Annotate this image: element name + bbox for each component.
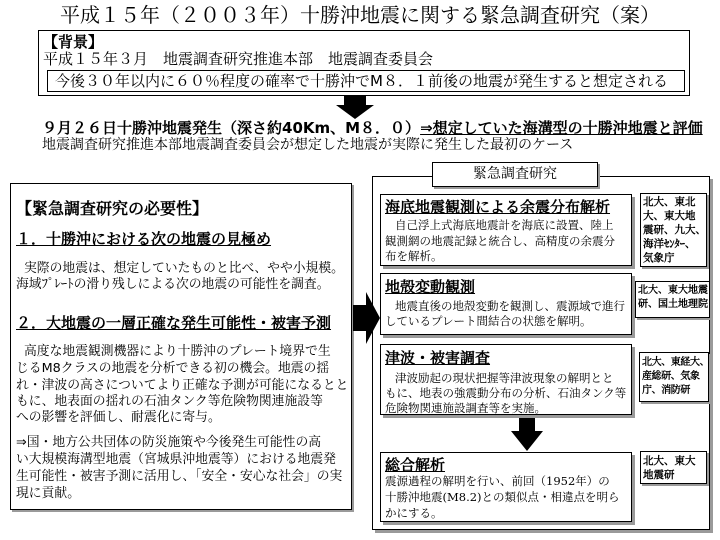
institution-line: 北大、東経大、 [642,357,710,368]
institution-line: 研、国土地理院 [638,299,708,310]
necessity-item-1-line: 実際の地震は、想定していたものと比べ、やや小規模。 [24,261,344,276]
necessity-item-2-line: れ・津波の高さについてより正確な予測が可能になるとと [16,378,349,393]
project-line: かにする。 [385,506,443,520]
institution-line: 産総研、気象 [642,371,700,382]
necessity-conclusion-line: 現に貢献。 [16,486,80,501]
event-occurrence: ９月２６日十勝沖地震発生（深さ約40Km、M８．０） [42,119,421,137]
project-line: 津波励起の現状把握等津波現象の解明とと [395,371,614,385]
project-institutions [640,451,707,484]
project-line: しているプレート間結合の状態を解明。 [385,314,592,328]
institution-line: 庁、消防研 [642,385,690,396]
necessity-item-1-title: １．十勝沖における次の地震の見極め [16,230,272,248]
project-title: 総合解析 [385,456,446,474]
project-line: 地震直後の地殻変動を観測し、震源域で進行 [395,299,625,313]
institution-line: 気象庁 [643,252,675,264]
forecast-box [47,70,685,92]
event-evaluation: ⇒想定していた海溝型の十勝沖地震と評価 [420,119,703,137]
project-institutions [635,281,710,318]
project-title: 津波・被害調査 [385,349,491,367]
project-title: 海底地震観測による余震分布解析 [385,198,611,216]
project-line: 危険物関連施設調査等を実施。 [385,401,546,415]
project-line: 布を解析。 [385,249,443,263]
necessity-item-1-line: 海域ﾌﾟﾚｰﾄの滑り残しによる次の地震の可能性を調査。 [16,277,330,292]
background-box [38,30,690,96]
page-title: 平成１５年（２００３年）十勝沖地震に関する緊急調査研究（案） [60,3,660,27]
background-heading: 【背景】 [43,33,104,51]
down-arrow-icon [330,96,380,120]
necessity-item-2-title: ２．大地震の一層正確な発生可能性・被害予測 [16,314,332,332]
forecast-text: 今後３０年以内に６０％程度の確率で十勝沖でM８．１前後の地震が発生すると想定される [55,72,668,90]
research-label: 緊急調査研究 [432,162,598,187]
necessity-box [10,183,352,510]
project-institutions [639,352,709,402]
project-ocean-bottom-seismic [380,194,632,266]
project-institutions [640,193,707,267]
project-title: 地殻変動観測 [385,278,476,296]
institution-line: 北大、東大地震 [638,285,708,296]
right-arrow-icon [353,290,381,346]
necessity-item-2-line: もに、地表面の揺れの石油タンク等危険物関連施設等 [16,394,323,409]
project-line: 震源過程の解明を行い、前回（1952年）の [385,474,610,488]
necessity-heading: 【緊急調査研究の必要性】 [16,199,209,218]
project-line: もに、地表の強震動分布の分析、石油タンク等 [385,386,627,400]
necessity-item-2-line: への影響を評価し、耐震化に寄与。 [16,410,221,425]
event-headline [42,120,703,137]
background-source: 平成１５年３月 地震調査研究推進本部 地震調査委員会 [43,50,434,68]
institution-line: 北大、東大 [643,455,696,467]
institution-line: 地震研 [643,469,675,481]
project-comprehensive-analysis [380,452,632,522]
institution-line: 震研、九大、 [643,224,706,236]
down-arrow-icon [511,418,543,451]
event-note: 地震調査研究推進本部地震調査委員会が想定した地震が実際に発生した最初のケース [42,137,574,153]
project-line: 観測網の地震記録と統合し、高精度の余震分 [385,234,615,248]
project-line: 十勝沖地震(M8.2)との類似点・相違点を明ら [385,490,620,504]
institution-line: 北大、東北 [643,196,696,208]
institution-line: 海洋ｾﾝﾀｰ、 [643,238,696,250]
project-line: 自己浮上式海底地震計を海底に設置、陸上 [395,218,614,232]
necessity-item-2-line: 高度な地震観測機器により十勝沖のプレート境界で生 [24,344,331,359]
necessity-conclusion-line: ⇒国・地方公共団体の防災施策や今後発生可能性の高 [16,435,322,450]
project-tsunami-damage [380,344,632,415]
institution-line: 大、東大地 [643,210,696,222]
necessity-item-2-line: じるM8クラスの地震を分析できる初の機会。地震の揺 [16,361,330,376]
necessity-conclusion-line: 生可能性・被害予測に活用し、「安全・安心な社会」の実 [16,469,343,484]
project-crustal-deformation [380,273,632,335]
necessity-conclusion-line: い大規模海溝型地震（宮城県沖地震等）における地震発 [16,452,336,467]
